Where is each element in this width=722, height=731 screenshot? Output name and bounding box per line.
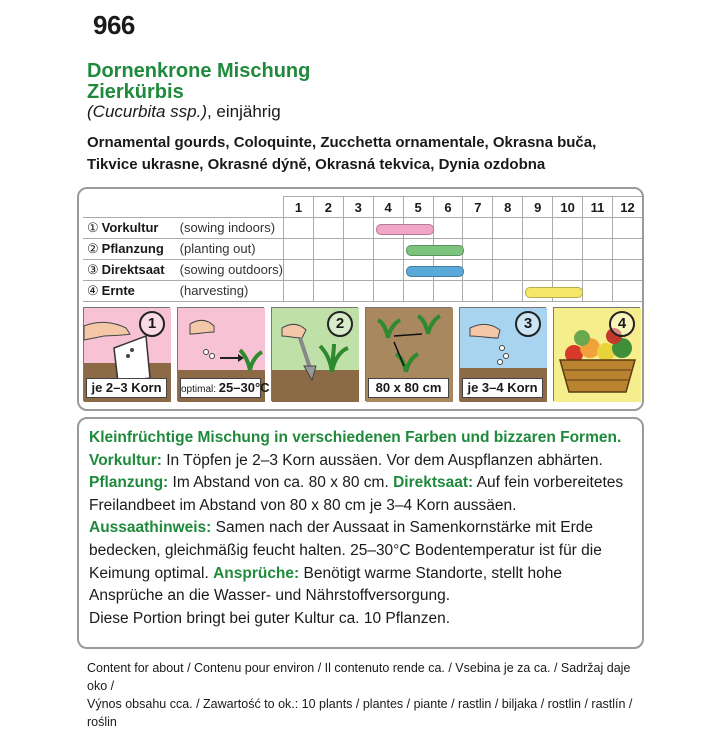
calendar-cell — [343, 239, 373, 260]
activity-label: Pflanzung — [101, 241, 164, 256]
packet-number: 966 — [93, 10, 135, 40]
anspruche-text: Benötigt warme Standorte, stellt hohe Ansprüche an die Wasser- und Nährstoffversorgung. — [89, 564, 562, 605]
pflanzung-paragraph — [89, 472, 632, 517]
life-cycle: , einjährig — [206, 102, 281, 121]
calendar-cell — [283, 218, 313, 239]
month-header: 11 — [583, 197, 613, 218]
aussaat-label: Aussaathinweis: — [89, 519, 212, 537]
common-names-line: Tikvice ukrasne, Okrasné dýně, Okrasná tekvica, Dynia ozdobna — [87, 156, 546, 173]
calendar-cell — [313, 260, 343, 281]
calendar-cell — [403, 239, 433, 260]
activity-translation: (sowing outdoors) — [179, 262, 283, 277]
month-header: 10 — [553, 197, 583, 218]
calendar-cell — [613, 260, 642, 281]
calendar-cell — [463, 281, 493, 302]
calendar-cell — [553, 260, 583, 281]
pictogram-caption — [180, 378, 270, 398]
month-header: 5 — [403, 197, 433, 218]
calendar-cell — [403, 260, 433, 281]
step-number-badge: 2 — [327, 311, 353, 337]
calendar-cell — [373, 218, 403, 239]
calendar-cell — [583, 218, 613, 239]
calendar-row-direktsaat — [83, 260, 642, 281]
step-symbol: ③ — [87, 262, 99, 277]
month-header: 1 — [283, 197, 313, 218]
calendar-cell — [463, 218, 493, 239]
month-header: 7 — [463, 197, 493, 218]
calendar-corner — [83, 197, 283, 218]
anspruche-label: Ansprüche: — [213, 564, 300, 582]
latin-name: (Cucurbita ssp.) — [87, 102, 207, 121]
period-bar — [525, 287, 583, 298]
pictogram-sowing-indoors — [83, 307, 170, 401]
month-header: 3 — [343, 197, 373, 218]
activity-translation: (sowing indoors) — [179, 220, 276, 235]
temperature-range: 25–30°C — [218, 380, 270, 395]
direktsaat-text: Auf fein vorbereitetes Freilandbeet im Abstand von 80 x 80 cm je 3–4 Korn aussäen. — [89, 474, 624, 514]
calendar-row-label — [83, 218, 283, 239]
period-bar — [406, 266, 464, 277]
content-note-line: Content for about / Contenu pour environ / Il contenuto rende ca. / Vsebina je za ca. / Sadržaj daje oko / — [87, 661, 631, 693]
pictogram-planting-out — [271, 307, 358, 401]
calendar-row-vorkultur — [83, 218, 642, 239]
calendar-cell — [283, 260, 313, 281]
calendar-cell — [343, 260, 373, 281]
calendar-cell — [493, 239, 523, 260]
calendar-cell — [493, 281, 523, 302]
pflanzung-text: Im Abstand von ca. 80 x 80 cm. — [168, 474, 394, 492]
headline-text: Kleinfrüchtige Mischung in verschiedenen Farben und bizzaren Formen. — [89, 429, 622, 446]
calendar-cell — [373, 239, 403, 260]
calendar-cell — [313, 218, 343, 239]
sowing-calendar — [77, 187, 644, 411]
product-title: Dornenkrone Mischung — [87, 60, 311, 82]
calendar-cell — [583, 260, 613, 281]
calendar-cell — [493, 218, 523, 239]
calendar-cell — [553, 239, 583, 260]
pictogram-spacing — [365, 307, 452, 401]
step-number-badge: 4 — [609, 311, 635, 337]
calendar-row-ernte — [83, 281, 642, 302]
period-bar — [376, 224, 434, 235]
calendar-cell — [283, 239, 313, 260]
aussaat-paragraph — [89, 517, 632, 607]
month-header: 6 — [433, 197, 463, 218]
calendar-cell — [313, 239, 343, 260]
calendar-row-label — [83, 239, 283, 260]
step-number-badge: 1 — [139, 311, 165, 337]
pictogram-germination-temperature — [177, 307, 270, 401]
calendar-cell — [583, 281, 613, 302]
vorkultur-paragraph — [89, 450, 632, 473]
month-header: 2 — [313, 197, 343, 218]
pictogram-caption: 80 x 80 cm — [368, 378, 449, 398]
calendar-row-label — [83, 260, 283, 281]
pictogram-sowing-outdoors — [459, 307, 546, 401]
pictogram-caption: je 3–4 Korn — [462, 378, 543, 398]
calendar-cell — [523, 281, 553, 302]
activity-translation: (harvesting) — [179, 283, 249, 298]
calendar-cell — [403, 281, 433, 302]
step-symbol: ④ — [87, 283, 99, 298]
calendar-cell — [283, 281, 313, 302]
activity-label: Direktsaat — [101, 262, 165, 277]
aussaat-text: Samen nach der Aussaat in Samenkornstärke mit Erde bedecken, gleichmäßig feucht halten. 25–30°C Bodentemperatur ist für die Keimung optimal. — [89, 519, 602, 582]
calendar-cell — [343, 218, 373, 239]
calendar-cell — [523, 260, 553, 281]
calendar-cell — [313, 281, 343, 302]
step-symbol: ① — [87, 220, 99, 235]
calendar-cell — [583, 239, 613, 260]
activity-label: Ernte — [101, 283, 135, 298]
month-header: 8 — [493, 197, 523, 218]
headline — [89, 427, 632, 450]
calendar-cell — [493, 260, 523, 281]
cultivation-instructions — [77, 417, 644, 649]
calendar-cell — [613, 281, 642, 302]
calendar-cell — [373, 281, 403, 302]
vorkultur-label: Vorkultur: — [89, 451, 162, 469]
common-names — [87, 132, 647, 176]
activity-translation: (planting out) — [179, 241, 256, 256]
calendar-header-row — [83, 197, 642, 218]
calendar-cell — [613, 218, 642, 239]
content-note-line: Výnos obsahu cca. / Zawartość to ok.: 10 plants / plantes / piante / rastlin / biljaka / rostlin / rastlín / roślin — [87, 697, 633, 729]
step-number-badge: 3 — [515, 311, 541, 337]
month-header: 4 — [373, 197, 403, 218]
pictogram-harvesting — [553, 307, 640, 401]
calendar-cell — [373, 260, 403, 281]
calendar-row-label — [83, 281, 283, 302]
step-symbol: ② — [87, 241, 99, 256]
month-header: 9 — [523, 197, 553, 218]
calendar-cell — [463, 239, 493, 260]
period-bar — [406, 245, 464, 256]
portion-paragraph: Diese Portion bringt bei guter Kultur ca. 10 Pflanzen. — [89, 609, 451, 627]
activity-label: Vorkultur — [101, 220, 159, 235]
vorkultur-text: In Töpfen je 2–3 Korn aussäen. Vor dem Auspflanzen abhärten. — [161, 451, 603, 469]
pictogram-caption: je 2–3 Korn — [86, 378, 167, 398]
caption-prefix: optimal: — [181, 384, 217, 395]
month-header: 12 — [613, 197, 642, 218]
calendar-cell — [523, 239, 553, 260]
calendar-cell — [433, 218, 463, 239]
calendar-grid — [83, 196, 642, 302]
latin-name-line — [87, 102, 281, 122]
direktsaat-label: Direktsaat: — [393, 474, 474, 492]
pflanzung-label: Pflanzung: — [89, 474, 169, 492]
common-names-line: Ornamental gourds, Coloquinte, Zucchetta ornamentale, Okrasna buča, — [87, 134, 597, 151]
calendar-cell — [433, 281, 463, 302]
calendar-row-pflanzung — [83, 239, 642, 260]
calendar-cell — [613, 239, 642, 260]
product-subtitle: Zierkürbis — [87, 81, 184, 103]
calendar-cell — [463, 260, 493, 281]
calendar-cell — [343, 281, 373, 302]
content-note — [87, 659, 647, 731]
calendar-cell — [523, 218, 553, 239]
calendar-cell — [553, 218, 583, 239]
